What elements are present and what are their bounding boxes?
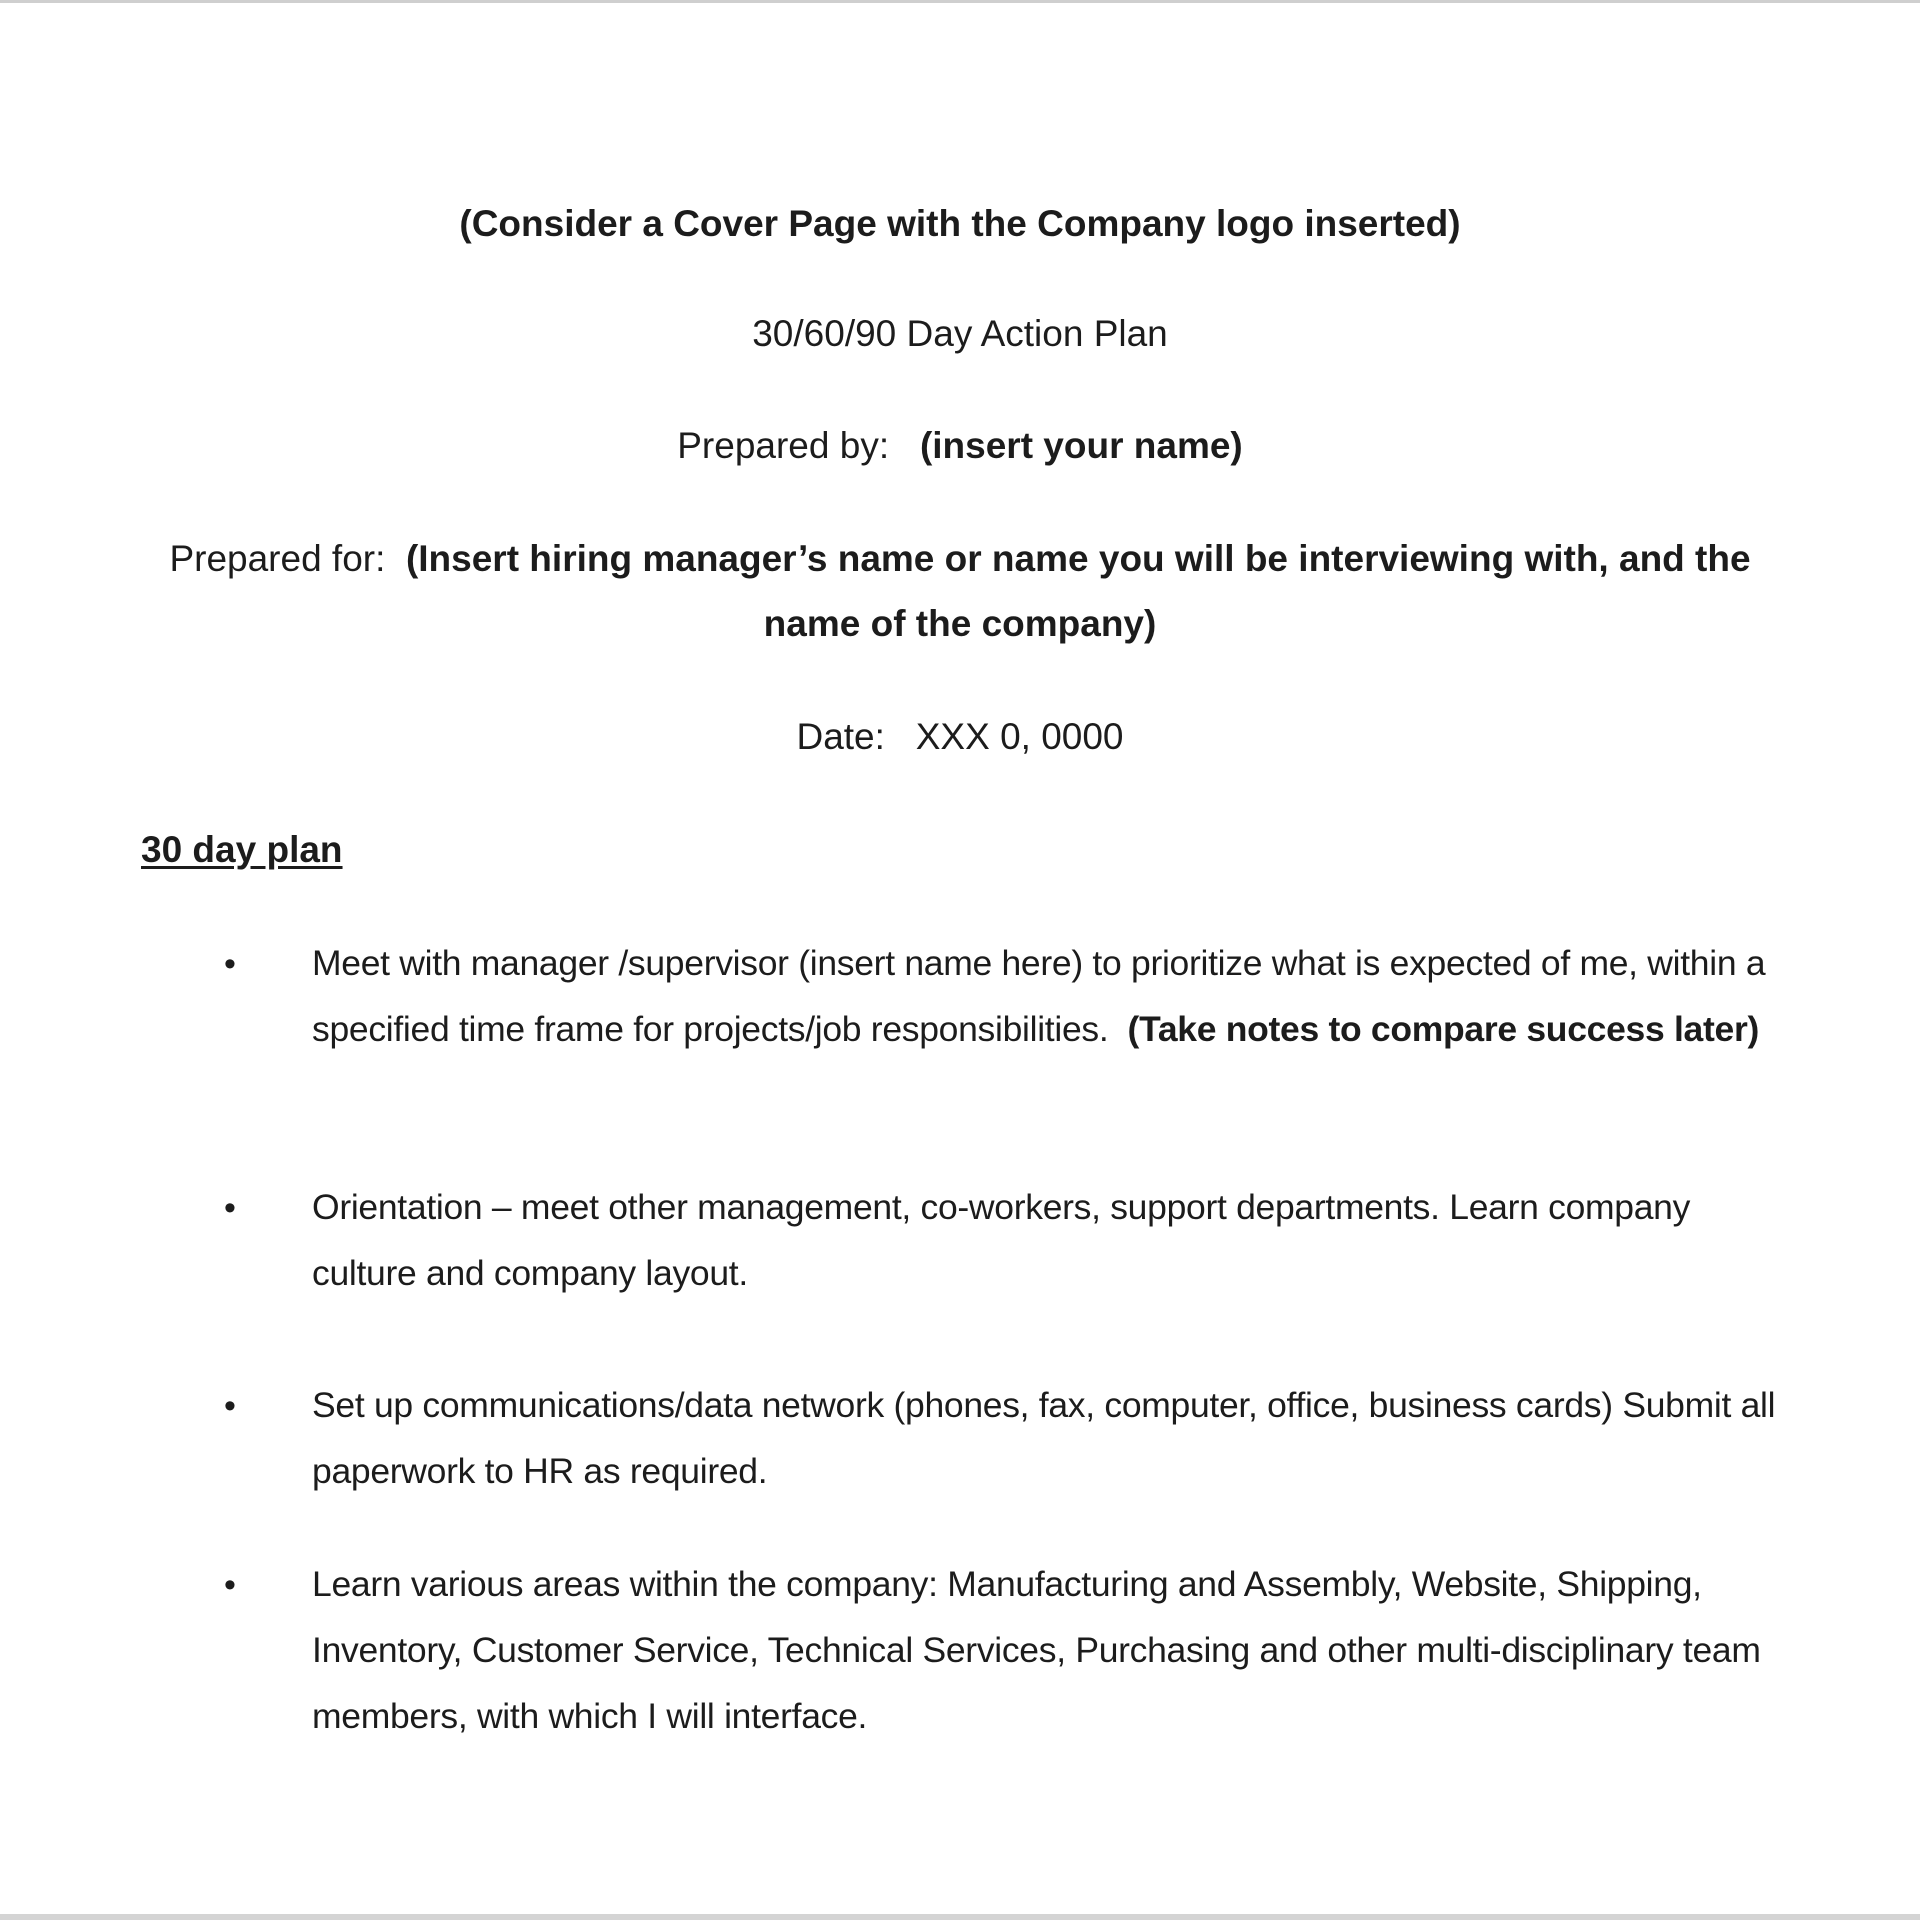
- list-item: [312, 1174, 1782, 1306]
- prepared-for-label: Prepared for:: [169, 538, 386, 579]
- list-item: [312, 1551, 1782, 1749]
- bullet-icon: •: [224, 1566, 236, 1604]
- section-heading-30-day: 30 day plan: [141, 829, 343, 870]
- list-item-text: Set up communications/data network (phones, fax, computer, office, business cards) Submit all paperwork to HR as required.: [312, 1385, 1776, 1491]
- cover-note: (Consider a Cover Page with the Company logo inserted): [459, 203, 1461, 244]
- bullet-icon: •: [224, 945, 236, 983]
- date-line: [0, 715, 1920, 759]
- prepared-for-value: (Insert hiring manager’s name or name you will be interviewing with, and the: [405, 538, 1751, 579]
- prepared-by-label: Prepared by:: [677, 425, 890, 466]
- date-label: Date:: [796, 716, 885, 757]
- prepared-by-value: (insert your name): [919, 425, 1243, 466]
- prepared-for-line: [0, 537, 1920, 581]
- list-item-text: Orientation – meet other management, co-workers, support departments. Learn company culture and company layout.: [312, 1187, 1691, 1293]
- top-border: [0, 0, 1920, 3]
- date-value: XXX 0, 0000: [915, 716, 1124, 757]
- list-item-text: Learn various areas within the company: Manufacturing and Assembly, Website, Shipping, Inventory, Customer Service, Technical Services, Purchasing and other multi-disciplinary team members, with which I will interface.: [312, 1564, 1761, 1736]
- prepared-by-line: [0, 424, 1920, 468]
- list-item: [312, 930, 1782, 1062]
- bottom-border: [0, 1914, 1920, 1920]
- list-item: [312, 1372, 1782, 1504]
- list-item-note: (Take notes to compare success later): [1127, 1009, 1759, 1049]
- prepared-for-value-continued: name of the company): [763, 603, 1157, 644]
- bullet-icon: •: [224, 1387, 236, 1425]
- document-title: 30/60/90 Day Action Plan: [752, 313, 1168, 354]
- list-item-text: Meet with manager /supervisor (insert name here) to prioritize what is expected of me, within a specified time frame for projects/job responsibilities.: [312, 943, 1766, 1049]
- bullet-icon: •: [224, 1189, 236, 1227]
